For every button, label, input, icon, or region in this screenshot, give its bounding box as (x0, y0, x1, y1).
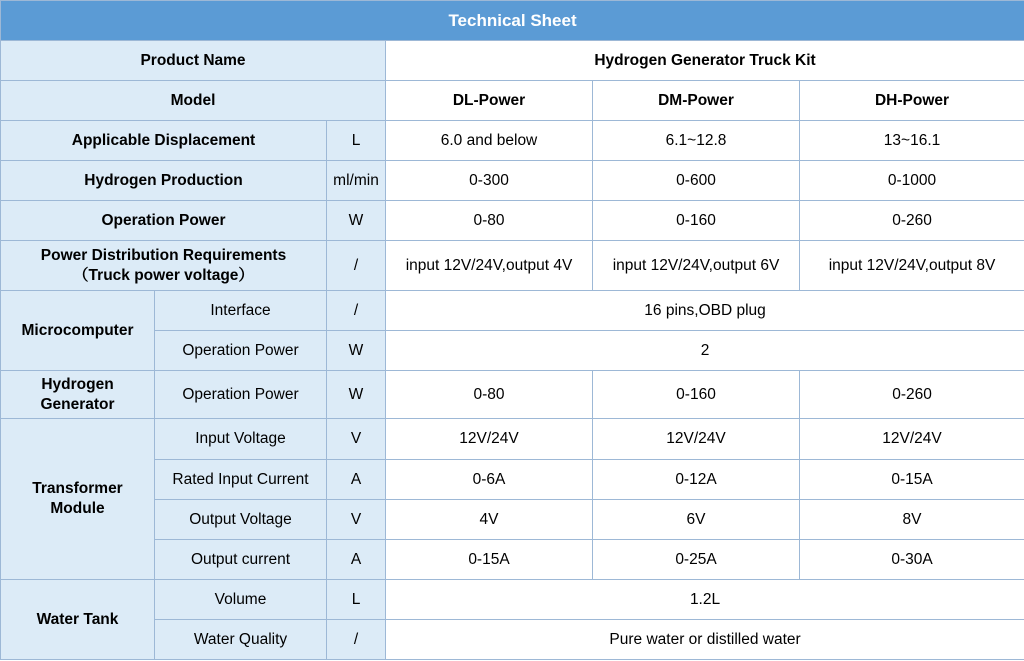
transformer-module-label (1, 419, 155, 580)
transformer-output-current-row (1, 540, 1024, 580)
transformer-output-voltage-row (1, 500, 1024, 540)
hydrogen-production-label: Hydrogen Production (1, 161, 327, 201)
hydrogen-production-dm: 0-600 (593, 161, 800, 201)
operation-power-dh: 0-260 (800, 201, 1024, 241)
microcomputer-interface-unit: / (327, 291, 386, 331)
power-distribution-label-line1: Power Distribution Requirements (40, 246, 287, 264)
volume-unit: L (327, 580, 386, 620)
microcomputer-power-unit: W (327, 331, 386, 371)
sheet-title: Technical Sheet (1, 1, 1024, 41)
power-distribution-dl: input 12V/24V,output 4V (386, 241, 593, 291)
operation-power-dl: 0-80 (386, 201, 593, 241)
displacement-label: Applicable Displacement (1, 121, 327, 161)
microcomputer-interface-value: 16 pins,OBD plug (386, 291, 1024, 331)
output-voltage-dh: 8V (800, 500, 1024, 540)
hydrogen-generator-power-dm: 0-160 (593, 371, 800, 419)
input-voltage-dm: 12V/24V (593, 419, 800, 460)
title-row (1, 1, 1024, 41)
power-distribution-label (1, 241, 327, 291)
microcomputer-interface-label: Interface (155, 291, 327, 331)
operation-power-dm: 0-160 (593, 201, 800, 241)
transformer-label-line2: Module (50, 500, 105, 517)
power-distribution-dm: input 12V/24V,output 6V (593, 241, 800, 291)
water-quality-label: Water Quality (155, 620, 327, 660)
displacement-dm: 6.1~12.8 (593, 121, 800, 161)
hydrogen-production-unit: ml/min (327, 161, 386, 201)
output-voltage-label: Output Voltage (155, 500, 327, 540)
output-voltage-unit: V (327, 500, 386, 540)
hydrogen-production-dl: 0-300 (386, 161, 593, 201)
power-distribution-unit: / (327, 241, 386, 291)
product-name-row (1, 41, 1024, 81)
power-distribution-row (1, 241, 1024, 291)
product-name-label: Product Name (1, 41, 386, 81)
displacement-dl: 6.0 and below (386, 121, 593, 161)
microcomputer-interface-row (1, 291, 1024, 331)
displacement-row (1, 121, 1024, 161)
product-name-value: Hydrogen Generator Truck Kit (386, 41, 1024, 81)
model-label: Model (1, 81, 386, 121)
operation-power-unit: W (327, 201, 386, 241)
rated-input-current-dm: 0-12A (593, 460, 800, 500)
output-voltage-dm: 6V (593, 500, 800, 540)
microcomputer-label: Microcomputer (1, 291, 155, 371)
rated-input-current-unit: A (327, 460, 386, 500)
water-quality-value: Pure water or distilled water (386, 620, 1024, 660)
hydrogen-generator-power-label: Operation Power (155, 371, 327, 419)
rated-input-current-label: Rated Input Current (155, 460, 327, 500)
displacement-dh: 13~16.1 (800, 121, 1024, 161)
transformer-input-voltage-row (1, 419, 1024, 460)
output-current-dl: 0-15A (386, 540, 593, 580)
operation-power-label: Operation Power (1, 201, 327, 241)
transformer-rated-current-row (1, 460, 1024, 500)
model-row (1, 81, 1024, 121)
input-voltage-dh: 12V/24V (800, 419, 1024, 460)
hydrogen-production-dh: 0-1000 (800, 161, 1024, 201)
power-distribution-dh: input 12V/24V,output 8V (800, 241, 1024, 291)
microcomputer-power-label: Operation Power (155, 331, 327, 371)
operation-power-row (1, 201, 1024, 241)
hydrogen-generator-label-line2: Generator (40, 395, 115, 413)
water-tank-volume-row (1, 580, 1024, 620)
output-voltage-dl: 4V (386, 500, 593, 540)
output-current-unit: A (327, 540, 386, 580)
hydrogen-generator-power-dl: 0-80 (386, 371, 593, 419)
output-current-label: Output current (155, 540, 327, 580)
volume-value: 1.2L (386, 580, 1024, 620)
water-quality-row (1, 620, 1024, 660)
model-dl-power: DL-Power (386, 81, 593, 121)
input-voltage-unit: V (327, 419, 386, 460)
hydrogen-generator-power-unit: W (327, 371, 386, 419)
hydrogen-generator-power-dh: 0-260 (800, 371, 1024, 419)
power-distribution-label-line2: （Truck power voltage） (73, 266, 254, 284)
rated-input-current-dl: 0-6A (386, 460, 593, 500)
input-voltage-dl: 12V/24V (386, 419, 593, 460)
water-quality-unit: / (327, 620, 386, 660)
model-dh-power: DH-Power (800, 81, 1024, 121)
hydrogen-generator-row (1, 371, 1024, 419)
water-tank-label: Water Tank (1, 580, 155, 660)
output-current-dh: 0-30A (800, 540, 1024, 580)
microcomputer-power-value: 2 (386, 331, 1024, 371)
rated-input-current-dh: 0-15A (800, 460, 1024, 500)
microcomputer-power-row (1, 331, 1024, 371)
hydrogen-generator-label-line1: Hydrogen (41, 375, 114, 393)
hydrogen-generator-label (1, 371, 155, 419)
output-current-dm: 0-25A (593, 540, 800, 580)
model-dm-power: DM-Power (593, 81, 800, 121)
input-voltage-label: Input Voltage (155, 419, 327, 460)
transformer-label-line1: Transformer (32, 480, 123, 497)
displacement-unit: L (327, 121, 386, 161)
hydrogen-production-row (1, 161, 1024, 201)
volume-label: Volume (155, 580, 327, 620)
